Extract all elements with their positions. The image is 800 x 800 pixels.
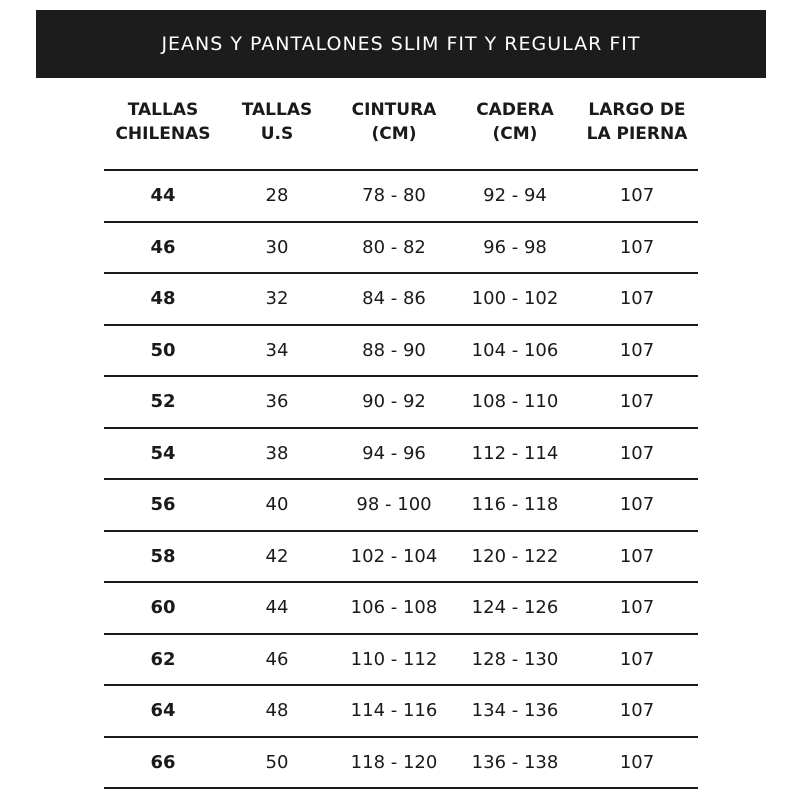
talla-us-cell: 50	[265, 751, 289, 773]
talla-us-cell: 40	[265, 494, 289, 515]
talla-us-cell: 34	[265, 339, 289, 361]
largo-pierna-cell: 107	[619, 391, 655, 412]
cadera-cell: 120 - 122	[471, 545, 559, 567]
cintura-cell: 114 - 116	[350, 700, 438, 721]
cadera-cell: 112 - 114	[471, 442, 559, 464]
table-row	[104, 635, 698, 687]
cadera-cell: 136 - 138	[471, 751, 559, 773]
column-header-tallas-us: TALLAS U.S	[241, 100, 313, 144]
largo-pierna-cell: 107	[619, 751, 655, 773]
talla-chilena-cell: 62	[150, 648, 176, 670]
cintura-cell: 78 - 80	[362, 185, 426, 206]
cintura-cell: 102 - 104	[350, 545, 438, 567]
largo-pierna-cell: 107	[619, 339, 655, 361]
cadera-cell: 92 - 94	[483, 185, 547, 206]
cadera-cell: 104 - 106	[471, 339, 559, 361]
page-title: JEANS Y PANTALONES SLIM FIT Y REGULAR FIT	[161, 33, 641, 55]
largo-pierna-cell: 107	[619, 545, 655, 567]
largo-pierna-cell: 107	[619, 648, 655, 670]
talla-us-cell: 30	[265, 236, 289, 258]
cintura-cell: 94 - 96	[362, 442, 426, 464]
cintura-cell: 88 - 90	[362, 339, 426, 361]
talla-chilena-cell: 46	[150, 236, 176, 258]
talla-us-cell: 32	[265, 288, 289, 309]
talla-chilena-cell: 52	[150, 391, 176, 412]
table-row	[104, 583, 698, 635]
cadera-cell: 134 - 136	[471, 700, 559, 721]
talla-chilena-cell: 50	[150, 339, 176, 361]
talla-chilena-cell: 64	[150, 700, 176, 721]
largo-pierna-cell: 107	[619, 442, 655, 464]
table-row	[104, 738, 698, 790]
table-header	[104, 98, 698, 160]
cintura-cell: 110 - 112	[350, 648, 438, 670]
talla-chilena-cell: 54	[150, 442, 176, 464]
cintura-cell: 80 - 82	[362, 236, 426, 258]
table-row	[104, 429, 698, 481]
talla-chilena-cell: 60	[150, 597, 176, 618]
cintura-cell: 90 - 92	[362, 391, 426, 412]
largo-pierna-cell: 107	[619, 236, 655, 258]
table-row	[104, 326, 698, 378]
table-row	[104, 686, 698, 738]
talla-us-cell: 44	[265, 597, 289, 618]
cintura-cell: 84 - 86	[362, 288, 426, 309]
cintura-cell: 118 - 120	[350, 751, 438, 773]
column-header-cintura: CINTURA (CM)	[351, 100, 437, 144]
talla-us-cell: 48	[265, 700, 289, 721]
largo-pierna-cell: 107	[619, 597, 655, 618]
talla-us-cell: 38	[265, 442, 289, 464]
table-row	[104, 171, 698, 223]
talla-us-cell: 28	[265, 185, 289, 206]
size-table	[104, 169, 698, 789]
talla-chilena-cell: 44	[150, 185, 176, 206]
cadera-cell: 96 - 98	[483, 236, 547, 258]
cadera-cell: 108 - 110	[471, 391, 559, 412]
largo-pierna-cell: 107	[619, 494, 655, 515]
column-header-cadera: CADERA (CM)	[476, 100, 554, 144]
column-header-largo-pierna: LARGO DE LA PIERNA	[586, 100, 688, 144]
table-row	[104, 377, 698, 429]
table-row	[104, 274, 698, 326]
largo-pierna-cell: 107	[619, 700, 655, 721]
cadera-cell: 124 - 126	[471, 597, 559, 618]
largo-pierna-cell: 107	[619, 288, 655, 309]
largo-pierna-cell: 107	[619, 185, 655, 206]
table-row	[104, 532, 698, 584]
talla-chilena-cell: 58	[150, 545, 176, 567]
talla-chilena-cell: 48	[150, 288, 176, 309]
talla-chilena-cell: 56	[150, 494, 176, 515]
talla-us-cell: 42	[265, 545, 289, 567]
table-row	[104, 480, 698, 532]
talla-us-cell: 46	[265, 648, 289, 670]
cadera-cell: 116 - 118	[471, 494, 559, 515]
table-row	[104, 223, 698, 275]
title-banner	[36, 10, 766, 78]
talla-us-cell: 36	[265, 391, 289, 412]
column-header-tallas-chilenas: TALLAS CHILENAS	[115, 100, 211, 144]
cintura-cell: 106 - 108	[350, 597, 438, 618]
cadera-cell: 100 - 102	[471, 288, 559, 309]
talla-chilena-cell: 66	[150, 751, 176, 773]
cadera-cell: 128 - 130	[471, 648, 559, 670]
cintura-cell: 98 - 100	[356, 494, 432, 515]
